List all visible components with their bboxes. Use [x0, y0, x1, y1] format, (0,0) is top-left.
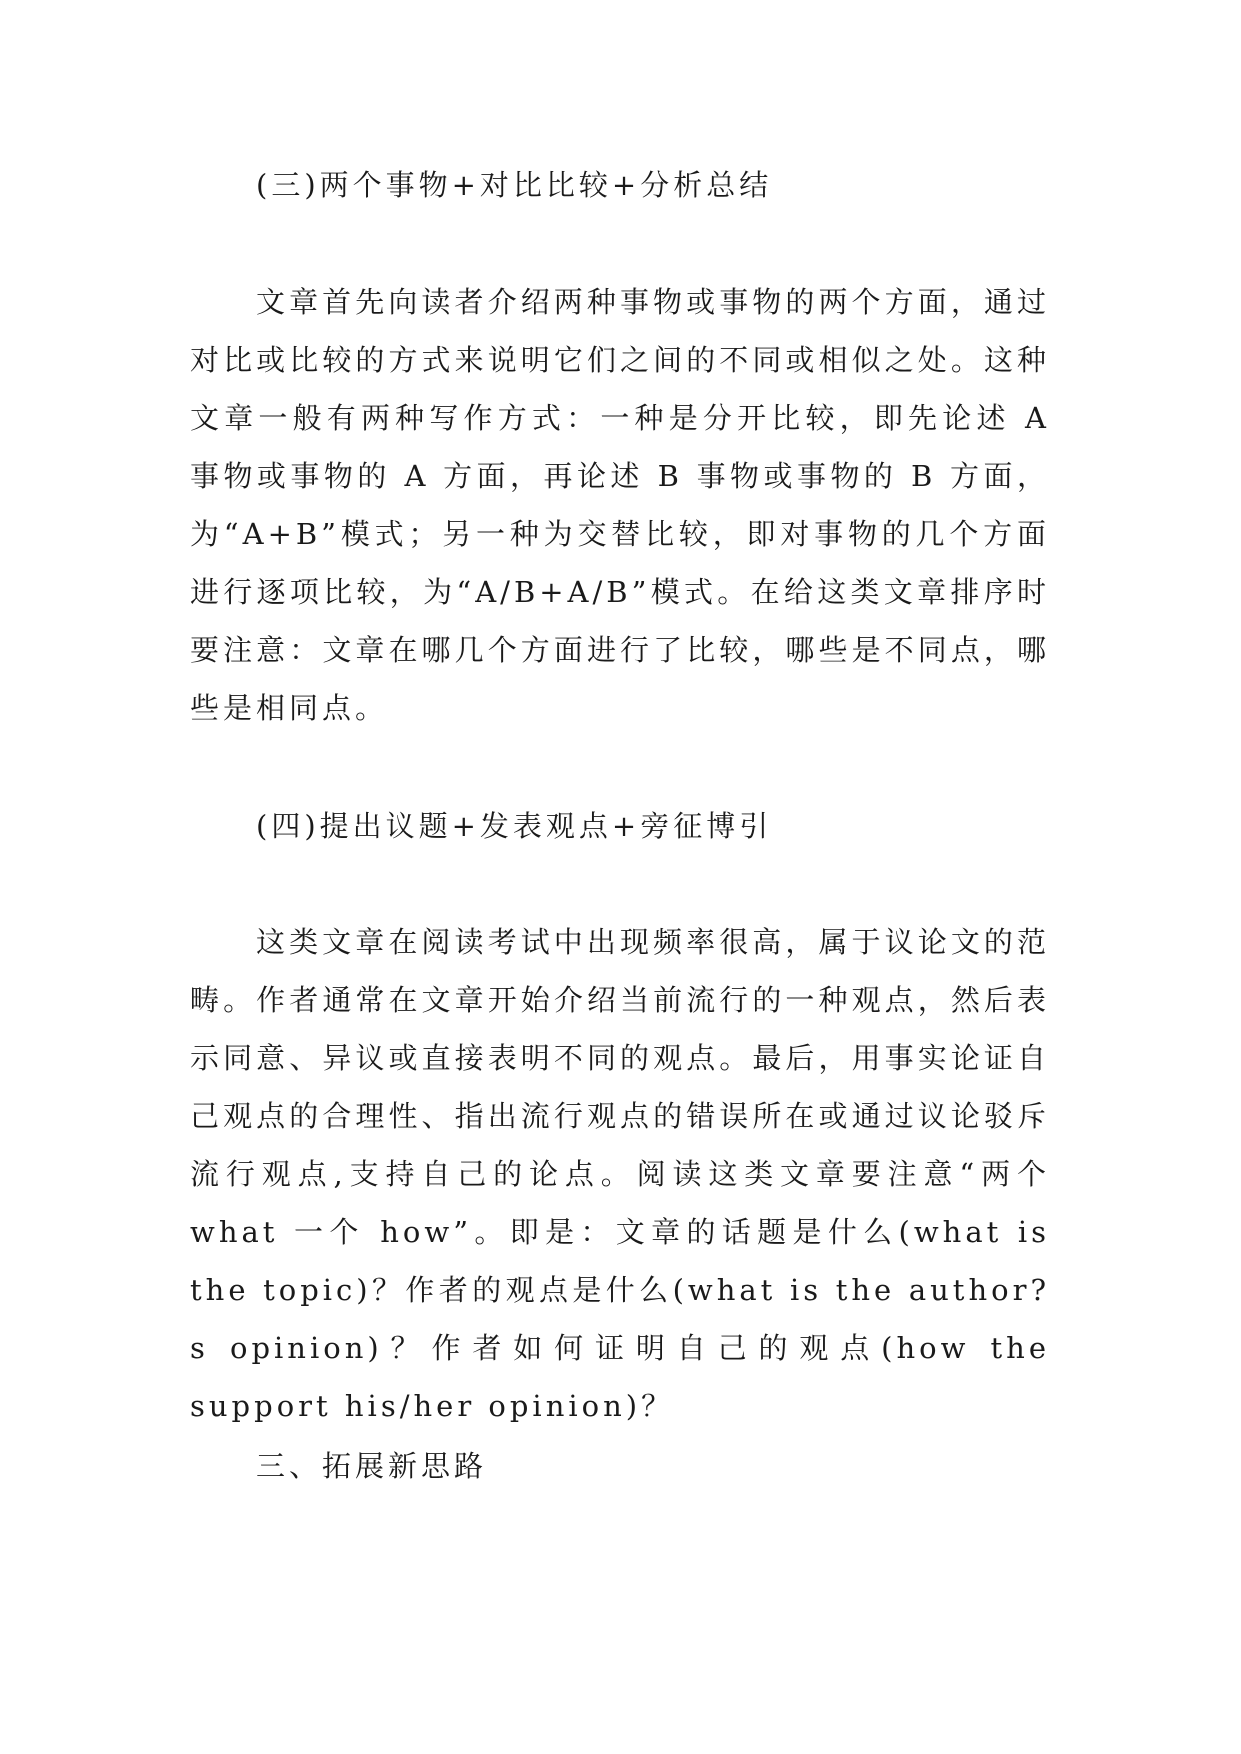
section-heading: (四)提出议题+发表观点+旁征博引 — [256, 809, 773, 843]
section-paragraph: 这类文章在阅读考试中出现频率很高，属于议论文的范畴。作者通常在文章开始介绍当前流行的一种观点，然后表示同意、异议或直接表明不同的观点。最后，用事实论证自己观点的合理性、指出流行观点的错误所在或通过议论驳斥流行观点,支持自己的论点。阅读这类文章要注意“两个 what 一个 how”。即是：文章的话题是什么(what is the topic)？作者的观点是什么(what is the author?s opinion)？作者如何证明自己的观点(how the support his/her opinion)？ — [190, 925, 1050, 1423]
section-paragraph: 文章首先向读者介绍两种事物或事物的两个方面，通过对比或比较的方式来说明它们之间的不同或相似之处。这种文章一般有两种写作方式：一种是分开比较，即先论述 A 事物或事物的 A 方面，再论述 B 事物或事物的 B 方面，为“A+B”模式；另一种为交替比较，即对事物的几个方面进行逐项比较，为“A/B+A/B”模式。在给这类文章排序时要注意：文章在哪几个方面进行了比较，哪些是不同点，哪些是相同点。 — [190, 285, 1050, 725]
section-heading: (三)两个事物+对比比较+分析总结 — [256, 168, 773, 202]
section-heading: 三、拓展新思路 — [256, 1449, 488, 1483]
